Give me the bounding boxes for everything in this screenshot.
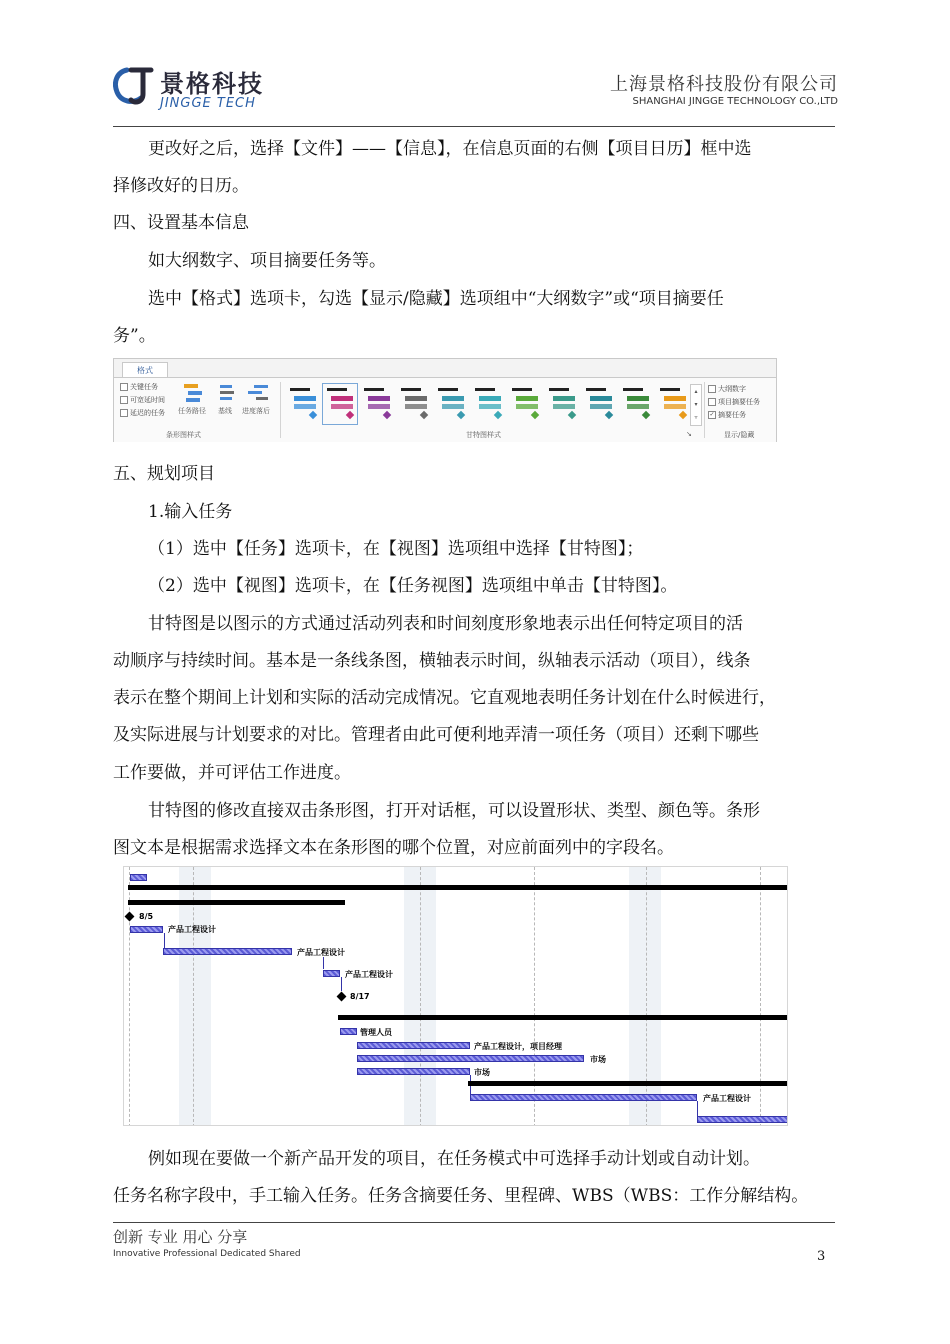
style-task-bar — [405, 396, 427, 401]
check-summary-tasks[interactable]: ✓ 摘要任务 — [709, 411, 746, 419]
gantt-label: 8/5 — [139, 912, 154, 921]
style-summary-bar — [401, 388, 421, 391]
baseline-icon — [214, 382, 240, 404]
gantt-bar[interactable] — [130, 874, 147, 881]
group-label-gantt-styles: 甘特图样式 — [466, 431, 501, 439]
style-milestone — [457, 411, 465, 419]
gantt-style-option[interactable] — [619, 384, 653, 424]
gantt-style-option[interactable] — [582, 384, 616, 424]
gallery-scroll-buttons[interactable]: ▴ ▾ ▿ — [690, 384, 702, 426]
style-task-bar — [294, 404, 316, 409]
style-task-bar — [664, 396, 686, 401]
gantt-bar[interactable] — [357, 1042, 470, 1049]
check-slack[interactable]: 可宽延时间 — [120, 395, 165, 405]
style-task-bar — [627, 404, 649, 409]
style-milestone — [494, 411, 502, 419]
page-number: 3 — [817, 1249, 826, 1264]
paragraph-line: 甘特图的修改直接双击条形图，打开对话框，可以设置形状、类型、颜色等。条形 — [148, 801, 760, 821]
style-milestone — [642, 411, 650, 419]
paragraph-line: 例如现在要做一个新产品开发的项目，在任务模式中可选择手动计划或自动计划。 — [148, 1149, 760, 1169]
gantt-link — [341, 977, 342, 991]
logo-mark-icon — [113, 64, 155, 108]
style-milestone — [679, 411, 687, 419]
gantt-style-option[interactable] — [434, 384, 468, 424]
ribbon-body — [114, 377, 776, 442]
company-name-cn: 上海景格科技股份有限公司 — [610, 74, 838, 95]
group-label-bar-styles: 条形图样式 — [166, 431, 201, 439]
style-milestone — [346, 411, 354, 419]
gantt-style-option[interactable] — [286, 384, 320, 424]
gantt-link — [323, 957, 324, 969]
style-summary-bar — [623, 388, 643, 391]
gantt-label: 产品工程设计 — [345, 970, 393, 979]
style-task-bar — [479, 396, 501, 401]
gridline — [193, 867, 194, 1126]
style-task-bar — [516, 396, 538, 401]
style-task-bar — [405, 404, 427, 409]
section-heading-5: 五、规划项目 — [113, 464, 215, 484]
baseline-button[interactable]: 基线 — [214, 382, 240, 422]
gantt-bar[interactable] — [697, 1116, 788, 1123]
paragraph-line: 表示在整个期间上计划和实际的活动完成情况。它直观地表明任务计划在什么时候进行， — [113, 688, 776, 708]
gantt-link — [697, 1101, 698, 1116]
gantt-link — [164, 933, 165, 948]
style-task-bar — [368, 404, 390, 409]
gridline — [420, 867, 421, 1126]
style-summary-bar — [660, 388, 680, 391]
ribbon-separator — [280, 382, 281, 438]
header-divider — [113, 126, 835, 127]
gantt-style-option[interactable] — [656, 384, 690, 424]
paragraph-line: 任务名称字段中，手工输入任务。任务含摘要任务、里程碑、WBS（WBS：工作分解结构。 — [113, 1186, 809, 1206]
paragraph-line: 择修改好的日历。 — [113, 176, 249, 196]
style-summary-bar — [586, 388, 606, 391]
gridline — [129, 867, 130, 1126]
gantt-label: 产品工程设计 — [297, 948, 345, 957]
style-task-bar — [479, 404, 501, 409]
company-name-en: SHANGHAI JINGGE TECHNOLOGY CO.,LTD — [632, 96, 838, 107]
subheading: 1.输入任务 — [148, 502, 233, 522]
style-task-bar — [553, 396, 575, 401]
style-task-bar — [516, 404, 538, 409]
footer-slogan-en: Innovative Professional Dedicated Shared — [113, 1249, 301, 1259]
ribbon-tab-format[interactable]: 格式 — [122, 362, 168, 378]
logo-name-en: JINGGE TECH — [160, 96, 256, 111]
group-label-show-hide: 显示/隐藏 — [724, 431, 755, 439]
paragraph-line: 图文本是根据需求选择文本在条形图的哪个位置，对应前面列中的字段名。 — [113, 838, 674, 858]
gantt-style-option[interactable] — [323, 384, 357, 424]
style-milestone — [383, 411, 391, 419]
style-task-bar — [442, 396, 464, 401]
gantt-label: 产品工程设计 — [168, 925, 216, 934]
gantt-summary-bar[interactable] — [468, 1081, 788, 1086]
slippage-button[interactable]: 进度落后 — [242, 382, 274, 422]
style-task-bar — [664, 404, 686, 409]
style-task-bar — [627, 396, 649, 401]
gantt-label: 管理人员 — [360, 1028, 392, 1037]
gantt-label: 市场 — [474, 1068, 490, 1077]
ribbon-separator — [704, 382, 705, 438]
gantt-style-option[interactable] — [471, 384, 505, 424]
logo-name-cn: 景格科技 — [160, 70, 264, 98]
gantt-bar[interactable] — [163, 948, 292, 955]
paragraph-line: 甘特图是以图示的方式通过活动列表和时间刻度形象地表示出任何特定项目的活 — [148, 614, 743, 634]
gantt-bar[interactable] — [130, 926, 163, 933]
paragraph-line: 及实际进展与计划要求的对比。管理者由此可便利地弄清一项任务（项目）还剩下哪些 — [113, 725, 759, 745]
paragraph-line: 更改好之后，选择【文件】——【信息】，在信息页面的右侧【项目日历】框中选 — [148, 139, 752, 159]
style-task-bar — [442, 404, 464, 409]
gantt-summary-bar[interactable] — [128, 885, 788, 890]
check-outline-number[interactable]: 大纲数字 — [708, 384, 746, 394]
gantt-style-option[interactable] — [508, 384, 542, 424]
gantt-milestone[interactable] — [125, 912, 135, 922]
gantt-milestone[interactable] — [337, 992, 347, 1002]
weekend-shade — [179, 867, 211, 1126]
style-summary-bar — [512, 388, 532, 391]
step-line: （1）选中【任务】选项卡，在【视图】选项组中选择【甘特图】； — [148, 539, 644, 559]
style-milestone — [605, 411, 613, 419]
gantt-bar[interactable] — [357, 1055, 584, 1062]
step-line: （2）选中【视图】选项卡，在【任务视图】选项组中单击【甘特图】。 — [148, 576, 678, 596]
style-milestone — [420, 411, 428, 419]
style-summary-bar — [290, 388, 310, 391]
style-task-bar — [590, 404, 612, 409]
gantt-bar[interactable] — [357, 1068, 470, 1075]
style-summary-bar — [364, 388, 384, 391]
gantt-style-option[interactable] — [360, 384, 394, 424]
paragraph-line: 务”。 — [113, 326, 156, 346]
style-task-bar — [553, 404, 575, 409]
gantt-label: 市场 — [590, 1055, 606, 1064]
style-task-bar — [331, 396, 353, 401]
gantt-label: 产品工程设计，项目经理 — [474, 1042, 562, 1051]
gantt-bar[interactable] — [470, 1094, 697, 1101]
style-summary-bar — [327, 388, 347, 391]
weekend-shade — [629, 867, 661, 1126]
gridline — [646, 867, 647, 1126]
footer-divider — [113, 1222, 835, 1223]
task-path-icon — [178, 382, 208, 404]
gantt-summary-bar[interactable] — [338, 1015, 788, 1020]
gantt-label: 8/17 — [350, 992, 370, 1001]
paragraph-line: 选中【格式】选项卡，勾选【显示/隐藏】选项组中“大纲数字”或“项目摘要任 — [148, 289, 724, 309]
style-task-bar — [368, 396, 390, 401]
gantt-bar[interactable] — [323, 970, 340, 977]
style-milestone — [568, 411, 576, 419]
format-ribbon-screenshot — [113, 358, 777, 442]
footer-slogan-cn: 创新 专业 用心 分享 — [113, 1228, 248, 1246]
style-task-bar — [331, 404, 353, 409]
company-logo — [113, 64, 155, 108]
style-task-bar — [294, 396, 316, 401]
check-late-tasks[interactable]: 延迟的任务 — [120, 408, 165, 418]
style-task-bar — [590, 396, 612, 401]
paragraph-line: 动顺序与持续时间。基本是一条线条图，横轴表示时间，纵轴表示活动（项目），线条 — [113, 651, 751, 671]
gantt-bar[interactable] — [340, 1028, 357, 1035]
gantt-label: 产品工程设计 — [703, 1094, 751, 1103]
task-path-button[interactable]: 任务路径 — [178, 382, 208, 422]
style-milestone — [531, 411, 539, 419]
style-summary-bar — [549, 388, 569, 391]
check-critical-tasks[interactable]: 关键任务 — [120, 382, 158, 392]
style-summary-bar — [475, 388, 495, 391]
gridline — [534, 867, 535, 1126]
gridline — [760, 867, 761, 1126]
gantt-chart-screenshot — [123, 866, 788, 1126]
section-heading-4: 四、设置基本信息 — [113, 213, 249, 233]
gantt-summary-bar[interactable] — [128, 900, 345, 905]
slippage-icon — [242, 382, 274, 404]
check-project-summary-task[interactable]: 项目摘要任务 — [708, 397, 760, 407]
gantt-style-option[interactable] — [397, 384, 431, 424]
paragraph-line: 工作要做，并可评估工作进度。 — [113, 763, 351, 783]
gantt-style-option[interactable] — [545, 384, 579, 424]
dialog-launcher-icon[interactable]: ↘ — [686, 430, 692, 438]
style-summary-bar — [438, 388, 458, 391]
paragraph-line: 如大纲数字、项目摘要任务等。 — [148, 251, 386, 271]
style-milestone — [309, 411, 317, 419]
